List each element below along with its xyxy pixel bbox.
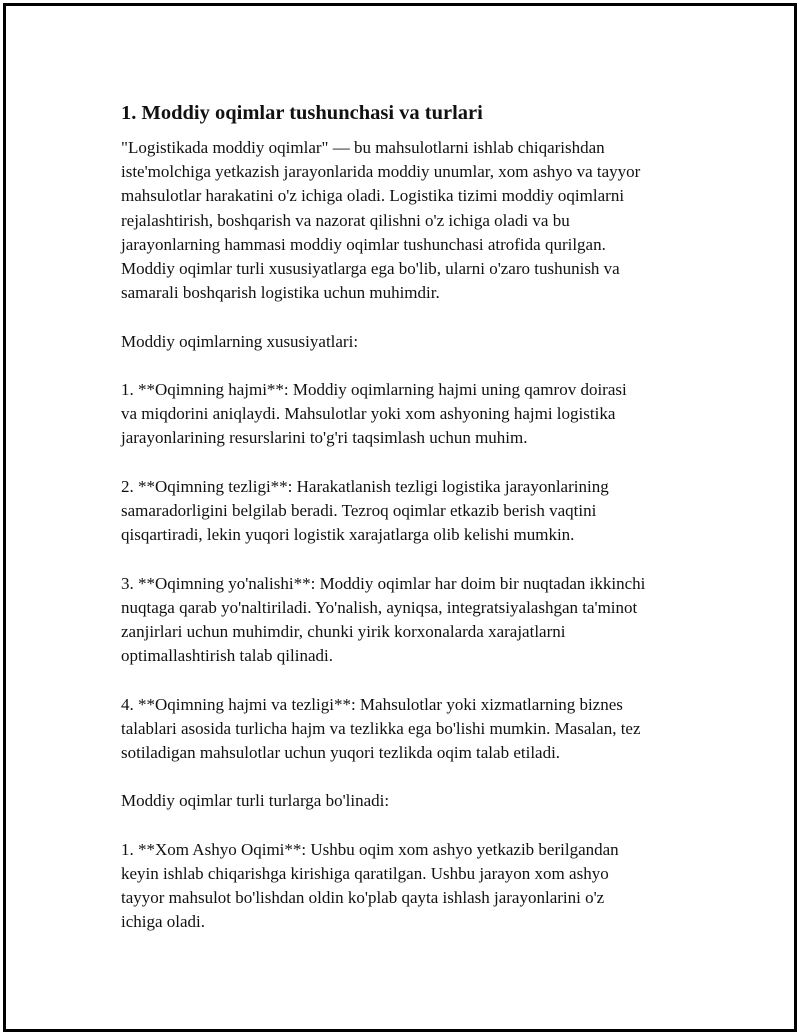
paragraph: [121, 475, 721, 548]
paragraph-line: 3. **Oqimning yo'nalishi**: Moddiy oqimlar har doim bir nuqtadan ikkinchi: [121, 573, 646, 593]
paragraph-line: 1. **Xom Ashyo Oqimi**: Ushbu oqim xom ashyo yetkazib berilgandan: [121, 839, 619, 859]
paragraph-line: optimallashtirish talab qilinadi.: [121, 646, 333, 666]
paragraph-line: va miqdorini aniqlaydi. Mahsulotlar yoki xom ashyoning hajmi logistika: [121, 404, 616, 424]
paragraph-line: Moddiy oqimlar turli xususiyatlarga ega bo'lib, ularni o'zaro tushunish va: [121, 259, 620, 279]
paragraph-line: ichiga oladi.: [121, 912, 206, 932]
paragraph: [121, 330, 721, 354]
paragraph: [121, 378, 721, 451]
paragraph-line: samaradorligini belgilab beradi. Tezroq oqimlar etkazib berish vaqtini: [121, 501, 597, 520]
paragraph-line: keyin ishlab chiqarishga kirishiga qaratilgan. Ushbu jarayon xom ashyo: [121, 863, 609, 883]
paragraph: [121, 572, 721, 669]
section-heading: 1. Moddiy oqimlar tushunchasi va turlari: [121, 102, 483, 124]
document-body: [121, 100, 721, 959]
paragraph-line: nuqtaga qarab yo'naltiriladi. Yo'nalish, ayniqsa, integratsiyalashgan ta'minot: [121, 597, 638, 617]
paragraph: [121, 838, 721, 935]
paragraph-line: sotiladigan mahsulotlar uchun yuqori tezlikda oqim talab etiladi.: [121, 743, 561, 762]
paragraph-line: mahsulotlar harakatini o'z ichiga oladi. Logistika tizimi moddiy oqimlarni: [121, 186, 625, 206]
paragraph-line: iste'molchiga yetkazish jarayonlarida moddiy unumlar, xom ashyo va tayyor: [121, 162, 641, 182]
paragraph-line: 2. **Oqimning tezligi**: Harakatlanish tezligi logistika jarayonlarining: [121, 476, 609, 496]
paragraph-line: jarayonlarning hammasi moddiy oqimlar tushunchasi atrofida qurilgan.: [121, 234, 606, 254]
paragraph-list: [121, 136, 721, 935]
paragraph: [121, 136, 721, 305]
paragraph: [121, 693, 721, 766]
paragraph-line: Moddiy oqimlar turli turlarga bo'linadi:: [121, 791, 390, 811]
paragraph-line: talablari asosida turlicha hajm va tezlikka ega bo'lishi mumkin. Masalan, tez: [121, 718, 641, 738]
paragraph-line: zanjirlari uchun muhimdir, chunki yirik korxonalarda xarajatlarni: [121, 622, 566, 641]
paragraph-line: jarayonlarining resurslarini to'g'ri taqsimlash uchun muhim.: [121, 428, 528, 448]
paragraph: [121, 789, 721, 813]
page-frame: [3, 3, 797, 1032]
paragraph-line: 1. **Oqimning hajmi**: Moddiy oqimlarning hajmi uning qamrov doirasi: [121, 380, 627, 399]
paragraph-line: "Logistikada moddiy oqimlar" — bu mahsulotlarni ishlab chiqarishdan: [121, 138, 605, 157]
paragraph-line: tayyor mahsulot bo'lishdan oldin ko'plab qayta ishlash jarayonlarini o'z: [121, 888, 605, 908]
paragraph-line: Moddiy oqimlarning xususiyatlari:: [121, 331, 359, 351]
paragraph-line: rejalashtirish, boshqarish va nazorat qilishni o'z ichiga oladi va bu: [121, 210, 570, 230]
paragraph-line: 4. **Oqimning hajmi va tezligi**: Mahsulotlar yoki xizmatlarning biznes: [121, 694, 623, 714]
paragraph-line: samarali boshqarish logistika uchun muhimdir.: [121, 283, 440, 303]
paragraph-line: qisqartiradi, lekin yuqori logistik xarajatlarga olib kelishi mumkin.: [121, 525, 575, 545]
